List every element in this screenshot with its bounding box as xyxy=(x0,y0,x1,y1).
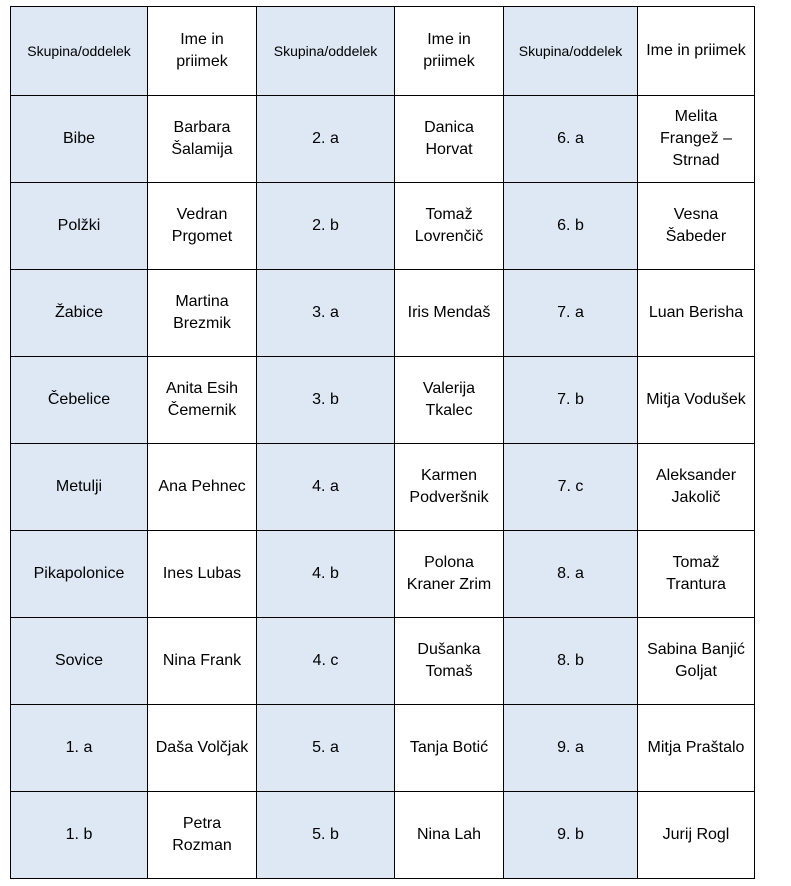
name-cell-1: Petra Rozman xyxy=(148,792,257,879)
name-cell-3: Jurij Rogl xyxy=(638,792,755,879)
header-group-1: Skupina/oddelek xyxy=(11,7,148,96)
table-row xyxy=(11,531,755,618)
table-row xyxy=(11,792,755,879)
name-cell-3: Mitja Vodušek xyxy=(638,357,755,444)
group-cell-2: 5. b xyxy=(257,792,395,879)
header-group-2: Skupina/oddelek xyxy=(257,7,395,96)
name-cell-2: Tanja Botić xyxy=(395,705,504,792)
table-row xyxy=(11,618,755,705)
table-row xyxy=(11,183,755,270)
name-cell-3: Mitja Praštalo xyxy=(638,705,755,792)
name-cell-1: Ines Lubas xyxy=(148,531,257,618)
group-cell-3: 8. a xyxy=(504,531,638,618)
group-cell-2: 5. a xyxy=(257,705,395,792)
name-cell-3: Aleksander Jakolič xyxy=(638,444,755,531)
group-cell-3: 9. b xyxy=(504,792,638,879)
name-cell-2: Nina Lah xyxy=(395,792,504,879)
group-cell-1: Bibe xyxy=(11,96,148,183)
name-cell-2: Danica Horvat xyxy=(395,96,504,183)
group-cell-3: 7. b xyxy=(504,357,638,444)
name-cell-3: Sabina Banjić Goljat xyxy=(638,618,755,705)
group-cell-1: Pikapolonice xyxy=(11,531,148,618)
name-cell-2: Tomaž Lovrenčič xyxy=(395,183,504,270)
name-cell-1: Ana Pehnec xyxy=(148,444,257,531)
name-cell-1: Martina Brezmik xyxy=(148,270,257,357)
name-cell-1: Anita Esih Čemernik xyxy=(148,357,257,444)
name-cell-1: Barbara Šalamija xyxy=(148,96,257,183)
table-row xyxy=(11,96,755,183)
name-cell-1: Daša Volčjak xyxy=(148,705,257,792)
name-cell-1: Nina Frank xyxy=(148,618,257,705)
group-cell-3: 9. a xyxy=(504,705,638,792)
name-cell-2: Valerija Tkalec xyxy=(395,357,504,444)
group-cell-1: Polžki xyxy=(11,183,148,270)
name-cell-2: Dušanka Tomaš xyxy=(395,618,504,705)
name-cell-3: Luan Berisha xyxy=(638,270,755,357)
name-cell-3: Tomaž Trantura xyxy=(638,531,755,618)
group-cell-2: 2. b xyxy=(257,183,395,270)
group-cell-3: 8. b xyxy=(504,618,638,705)
teachers-table xyxy=(10,6,755,879)
group-cell-1: Čebelice xyxy=(11,357,148,444)
group-cell-2: 4. a xyxy=(257,444,395,531)
group-cell-2: 3. b xyxy=(257,357,395,444)
group-cell-3: 7. c xyxy=(504,444,638,531)
group-cell-2: 3. a xyxy=(257,270,395,357)
table-row xyxy=(11,444,755,531)
name-cell-3: Melita Frangež – Strnad xyxy=(638,96,755,183)
group-cell-3: 6. b xyxy=(504,183,638,270)
header-name-2: Ime in priimek xyxy=(395,7,504,96)
header-row xyxy=(11,7,755,96)
group-cell-1: Žabice xyxy=(11,270,148,357)
table-row xyxy=(11,357,755,444)
group-cell-3: 6. a xyxy=(504,96,638,183)
name-cell-2: Karmen Podveršnik xyxy=(395,444,504,531)
group-cell-1: 1. b xyxy=(11,792,148,879)
name-cell-2: Polona Kraner Zrim xyxy=(395,531,504,618)
group-cell-1: Sovice xyxy=(11,618,148,705)
header-name-3: Ime in priimek xyxy=(638,7,755,96)
group-cell-3: 7. a xyxy=(504,270,638,357)
table-row xyxy=(11,705,755,792)
table-row xyxy=(11,270,755,357)
header-name-1: Ime in priimek xyxy=(148,7,257,96)
group-cell-1: Metulji xyxy=(11,444,148,531)
group-cell-2: 4. c xyxy=(257,618,395,705)
group-cell-1: 1. a xyxy=(11,705,148,792)
name-cell-1: Vedran Prgomet xyxy=(148,183,257,270)
group-cell-2: 2. a xyxy=(257,96,395,183)
header-group-3: Skupina/oddelek xyxy=(504,7,638,96)
group-cell-2: 4. b xyxy=(257,531,395,618)
name-cell-3: Vesna Šabeder xyxy=(638,183,755,270)
name-cell-2: Iris Mendaš xyxy=(395,270,504,357)
